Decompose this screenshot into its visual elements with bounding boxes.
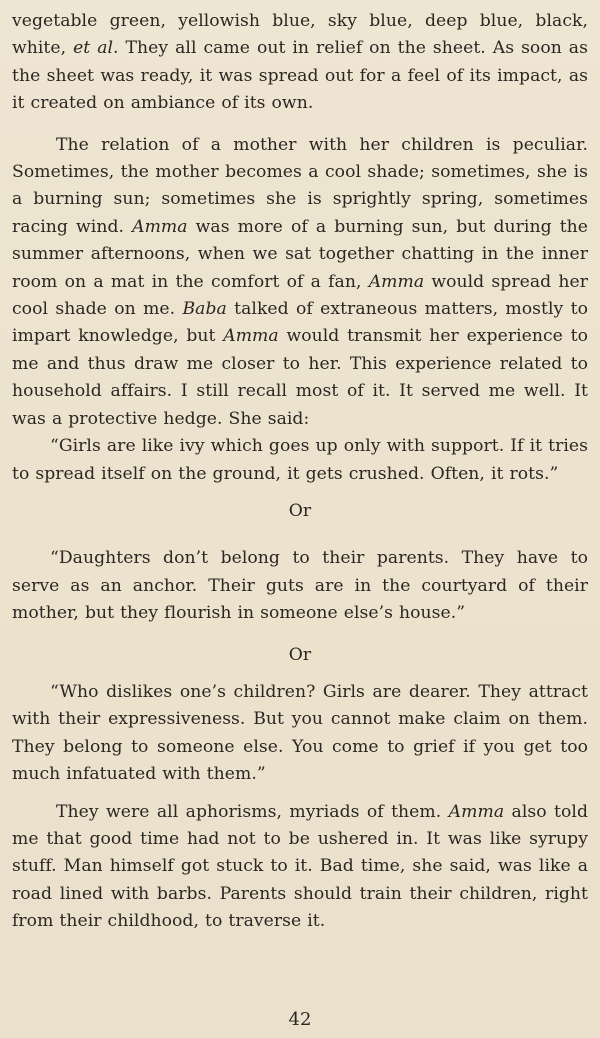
text-run: talked of extraneous matters, mostly to impart knowledge, but [12, 299, 588, 347]
separator-or: Or [288, 644, 312, 665]
text-run: would transmit her experience to me and thus draw me closer to her. This experience related to household affairs. I still recall most of it. It served me well. It was a protective hedge. She said: [12, 326, 588, 429]
italic-term: Baba [182, 299, 227, 320]
italic-term: Amma [223, 326, 279, 347]
page-number: 42 [288, 1009, 312, 1030]
text-run: would spread her cool shade on me. [12, 271, 588, 320]
quote-dislikes-children: “Who dislikes one’s children? Girls are dearer. They attract with their expressiveness. But you cannot make claim on them. They belong to someone else. You come to grief if you get too much infatuated with them.” [12, 681, 588, 785]
text-run: They all came out in relief on the sheet. As soon as the sheet was ready, it was spread out for a feel of its impact, as it created on ambiance of its own. [12, 38, 588, 114]
italic-term: Amma [448, 801, 505, 822]
separator-or: Or [288, 500, 312, 521]
paragraph-continued [12, 8, 588, 118]
text-run: They were all aphorisms, myriads of them. [56, 801, 449, 822]
text-run: also told me that good time had not to be ushered in. It was like syrupy stuff. Man himself got stuck to it. Bad time, she said, was like a road lined with barbs. Parents should train their children, right from their childhood, to traverse it. [12, 801, 589, 932]
italic-term: Amma [132, 216, 188, 237]
quote-ivy: “Girls are like ivy which goes up only with support. If it tries to spread itself on the ground, it gets crushed. Often, it rots.” [12, 436, 588, 484]
italic-term: et al. [73, 38, 119, 59]
text-run: vegetable green, yellowish blue, sky blue, deep blue, black, white, [12, 11, 588, 59]
paragraph-aphorisms [12, 799, 588, 936]
body-text [12, 8, 588, 936]
text-run: was more of a burning sun, but during the summer afternoons, when we sat together chatting in the inner room on a mat in the comfort of a fan, [12, 216, 588, 292]
italic-term: Amma [368, 271, 425, 292]
quote-daughters: “Daughters don’t belong to their parents. They have to serve as an anchor. Their guts are in the courtyard of their mother, but they flourish in someone else’s house.” [12, 548, 588, 624]
text-run: The relation of a mother with her children is peculiar. Sometimes, the mother becomes a cool shade; sometimes, she is a burning sun; sometimes she is sprightly spring, sometimes racing wind. [12, 134, 588, 237]
paragraph-mother-relation [12, 132, 588, 433]
